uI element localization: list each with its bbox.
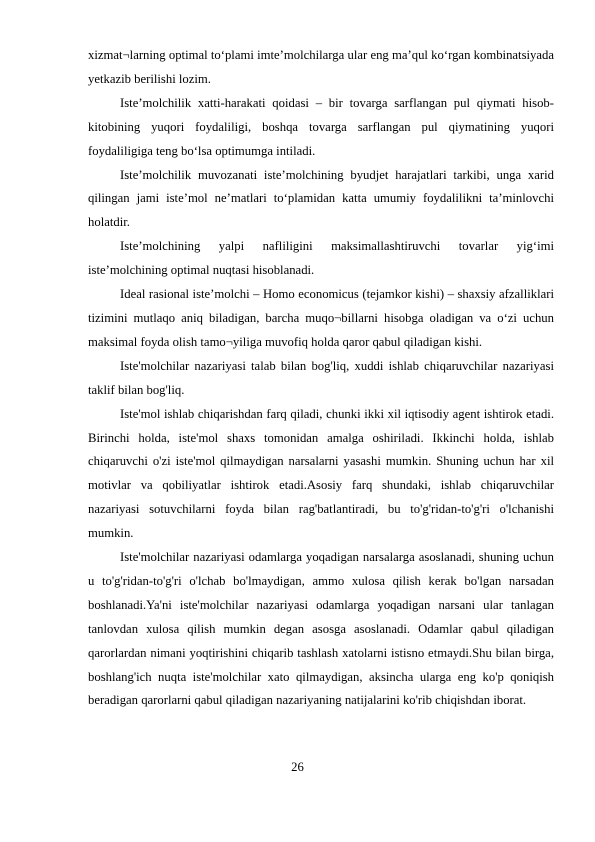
paragraph-2: Iste’molchilik xatti-harakati qoidasi – bir tovarga sarflangan pul qiymati hisob-kitobining yuqori foydaliligi, boshqa tovarga sarflangan pul qiymatining yuqori foydaliligiga teng bo‘lsa optimumga intiladi.	[88, 95, 554, 158]
paragraph-4: Iste’molchining yalpi nafliligini maksimallashtiruvchi tovarlar yig‘imi iste’molchining optimal nuqtasi hisoblanadi.	[88, 239, 554, 278]
body-text	[88, 44, 554, 713]
page-number: 26	[291, 760, 304, 774]
paragraph-8: Iste'molchilar nazariyasi odamlarga yoqadigan narsalarga asoslanadi, shuning uchun u to'g'ridan-to'g'ri o'lchab bo'lmaydigan, ammo xulosa qilish kerak bo'lgan narsadan boshlanadi.Ya'ni iste'molchilar nazariyasi odamlarga yoqadigan narsani ular tanlagan tanlovdan xulosa qilish mumkin degan asosga asoslanadi. Odamlar qabul qiladigan qarorlardan nimani yoqtirishini chiqarib tashlash xatolarni istisno etmaydi.Shu bilan birga, boshlang'ich nuqta iste'molchilar xato qilmaydigan, aksincha ularga eng ko'p qoniqish beradigan qarorlarni qabul qiladigan nazariyaning natijalarini ko'rib chiqishdan iborat.	[88, 550, 554, 708]
paragraph-3: Iste’molchilik muvozanati iste’molchining byudjet harajatlari tarkibi, unga xarid qilingan jami iste’mol ne’matlari to‘plamidan katta umumiy foydalilikni ta’minlovchi holatdir.	[88, 167, 554, 230]
paragraph-6: Iste'molchilar nazariyasi talab bilan bog'liq, xuddi ishlab chiqaruvchilar nazariyasi taklif bilan bog'liq.	[88, 358, 554, 397]
paragraph-7: Iste'mol ishlab chiqarishdan farq qiladi, chunki ikki xil iqtisodiy agent ishtirok etadi. Birinchi holda, iste'mol shaxs tomonidan amalga oshiriladi. Ikkinchi holda, ishlab chiqaruvchi o'zi iste'mol qilmaydigan narsalarni yasashi mumkin. Shuning uchun har xil motivlar va qobiliyatlar ishtirok etadi.Asosiy farq shundaki, ishlab chiqaruvchilar nazariyasi sotuvchilarni foyda bilan rag'batlantiradi, bu to'g'ridan-to'g'ri o'lchanishi mumkin.	[88, 406, 554, 541]
paragraph-5: Ideal rasional iste’molchi – Homo economicus (tejamkor kishi) – shaxsiy afzalliklari tizimini mutlaqo aniq biladigan, barcha muqo¬billarni hisobga oladigan va o‘zi uchun maksimal foyda olish tamo¬yiliga muvofiq holda qaror qabul qiladigan kishi.	[88, 287, 554, 349]
paragraph-1: xizmat¬larning optimal to‘plami imte’molchilarga ular eng ma’qul ko‘rgan kombinatsiyada yetkazib berilishi lozim.	[88, 48, 554, 86]
